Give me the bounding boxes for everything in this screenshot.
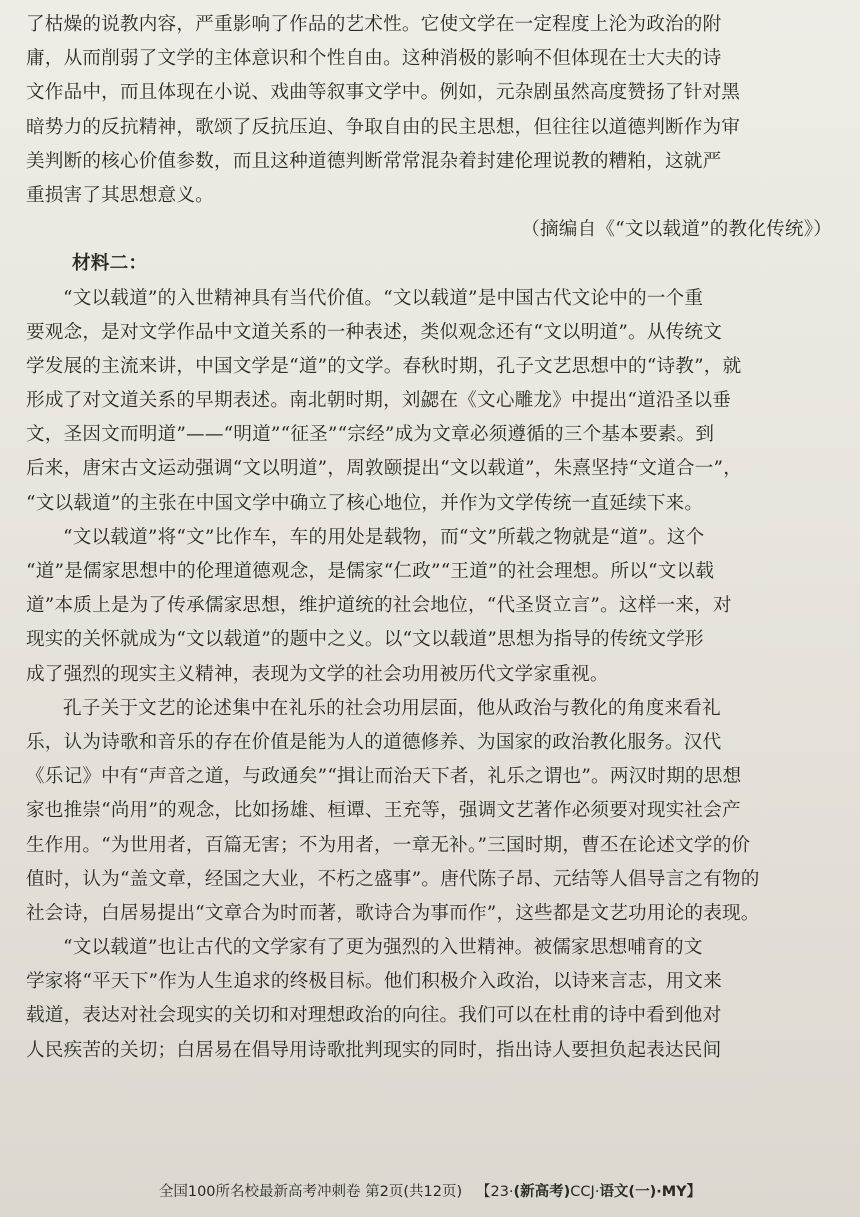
text-line: 重损害了其思想意义。: [26, 184, 214, 206]
text-line: 文，圣因文而明道”——“明道”“征圣”“宗经”成为文章必须遵循的三个基本要素。到: [26, 424, 715, 446]
text-line: 值时，认为“盖文章，经国之大业，不朽之盛事”。唐代陈子昂、元结等人倡导言之有物的: [26, 868, 760, 890]
text-line: 庸，从而削弱了文学的主体意识和个性自由。这种消极的影响不但体现在士大夫的诗: [26, 48, 722, 70]
text-line: “文以载道”的入世精神具有当代价值。“文以载道”是中国古代文论中的一个重: [63, 287, 704, 309]
text-line: 了枯燥的说教内容，严重影响了作品的艺术性。它使文学在一定程度上沦为政治的附: [26, 14, 722, 35]
text-line: 生作用。“为世用者，百篇无害；不为用者，一章无补。”三国时期，曹丕在论述文学的价: [26, 834, 751, 856]
text-line: 学发展的主流来讲，中国文学是“道”的文学。春秋时期，孔子文艺思想中的“诗教”，就: [26, 355, 742, 377]
text-line: 现实的关怀就成为“文以载道”的题中之义。以“文以载道”思想为指导的传统文学形: [26, 629, 704, 651]
text-body: [26, 8, 834, 1068]
text-line: 学家将“平天下”作为人生追求的终极目标。他们积极介入政治，以诗来言志，用文来: [26, 971, 722, 993]
page-footer: [0, 1180, 860, 1201]
text-line: “文以载道”将“文”比作车，车的用处是载物，而“文”所载之物就是“道”。这个: [63, 526, 705, 548]
source-citation: （摘编自《“文以载道”的教化传统》）: [521, 219, 832, 241]
text-line: 人民疾苦的关切；白居易在倡导用诗歌批判现实的同时，指出诗人要担负起表达民间: [26, 1039, 722, 1061]
text-line: 家也推崇“尚用”的观念，比如扬雄、桓谭、王充等，强调文艺著作必须要对现实社会产: [26, 800, 741, 822]
section-heading: 材料二：: [72, 253, 148, 275]
text-line: 文作品中，而且体现在小说、戏曲等叙事文学中。例如，元杂剧虽然高度赞扬了针对黑: [26, 82, 741, 104]
text-line: 后来，唐宋古文运动强调“文以明道”，周敦颐提出“文以载道”，朱熹坚持“文道合一”，: [26, 458, 743, 480]
text-line: 社会诗，白居易提出“文章合为时而著，歌诗合为事而作”，这些都是文艺功用论的表现。: [26, 902, 760, 924]
text-line: 成了强烈的现实主义精神，表现为文学的社会功用被历代文学家重视。: [26, 663, 609, 685]
text-line: 乐，认为诗歌和音乐的存在价值是能为人的道德修养、为国家的政治教化服务。汉代: [26, 731, 722, 753]
text-line: “文以载道”也让古代的文学家有了更为强烈的入世精神。被儒家思想哺育的文: [63, 937, 703, 959]
footer-exam-code: 【23·(新高考)CCJ·语文(一)·MY】: [475, 1184, 702, 1200]
text-line: “道”是儒家思想中的伦理道德观念，是儒家“仁政”“王道”的社会理想。所以“文以载: [26, 561, 715, 582]
text-line: 载道，表达对社会现实的关切和对理想政治的向往。我们可以在杜甫的诗中看到他对: [26, 1005, 722, 1027]
text-line: 要观念，是对文学作品中文道关系的一种表述，类似观念还有“文以明道”。从传统文: [26, 321, 722, 343]
footer-subject: 语文(一)·MY】: [599, 1184, 702, 1200]
text-line: “文以载道”的主张在中国文学中确立了核心地位，并作为文学传统一直延续下来。: [26, 492, 704, 514]
text-line: 道”本质上是为了传承儒家思想，维护道统的社会地位，“代圣贤立言”。这样一来，对: [26, 595, 732, 617]
text-line: 形成了对文道关系的早期表述。南北朝时期，刘勰在《文心雕龙》中提出“道沿圣以垂: [26, 390, 732, 412]
footer-page-info: 全国100所名校最新高考冲刺卷 第2页(共12页): [158, 1184, 463, 1200]
text-line: 暗势力的反抗精神，歌颂了反抗压迫、争取自由的民主思想，但往往以道德判断作为审: [26, 116, 741, 138]
text-line: 美判断的核心价值参数，而且这种道德判断常常混杂着封建伦理说教的糟粕，这就严: [26, 150, 722, 172]
text-line: 孔子关于文艺的论述集中在礼乐的社会功用层面，他从政治与教化的角度来看礼: [63, 697, 721, 719]
text-line: 《乐记》中有“声音之道，与政通矣”“揖让而治天下者，礼乐之谓也”。两汉时期的思想: [26, 766, 742, 788]
